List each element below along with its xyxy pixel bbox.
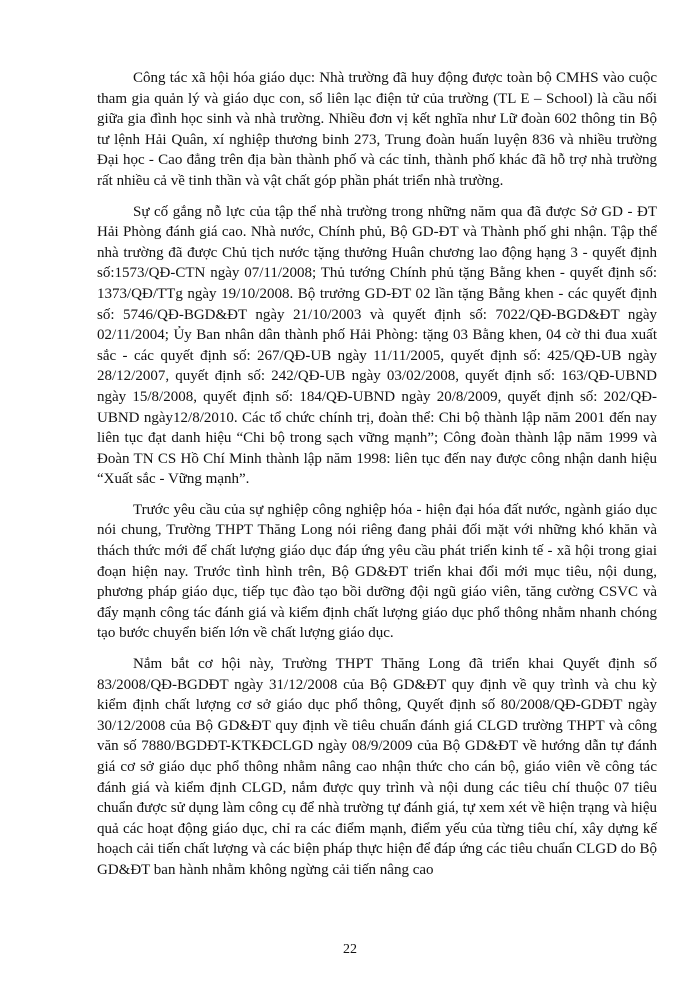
- paragraph-self-assessment: Nắm bắt cơ hội này, Trường THPT Thăng Long đã triển khai Quyết định số 83/2008/QĐ-BGDĐT ngày 31/12/2008 của Bộ GD&ĐT quy định về quy trình và chu kỳ kiểm định chất lượng cơ sở giáo dục phổ thông, Quyết định số 80/2008/QĐ-GDĐT ngày 30/12/2008 của Bộ GD&ĐT quy định về tiêu chuẩn đánh giá CLGD trường THPT và công văn số 7880/BGDĐT-KTKĐCLGD ngày 08/9/2009 của Bộ GD&ĐT về hướng dẫn tự đánh giá cơ sở giáo dục phổ thông nhằm nâng cao nhận thức cho cán bộ, giáo viên về công tác đánh giá và kiểm định CLGD, nắm được quy trình và nội dung các tiêu chí thuộc 07 tiêu chuẩn được sử dụng làm công cụ để nhà trường tự đánh giá, tự xem xét về hiện trạng và hiệu quả các hoạt động giáo dục, chỉ ra các điểm mạnh, điểm yếu của từng tiêu chí, xây dựng kế hoạch cải tiến chất lượng và các biện pháp thực hiện để đáp ứng các tiêu chuẩn CLGD do Bộ GD&ĐT ban hành nhằm không ngừng cải tiến nâng cao: [97, 656, 657, 878]
- paragraph-challenges: Trước yêu cầu của sự nghiệp công nghiệp hóa - hiện đại hóa đất nước, ngành giáo dục nói chung, Trường THPT Thăng Long nói riêng đang phải đối mặt với những khó khăn và thách thức mới để chất lượng giáo dục đáp ứng yêu cầu phát triển kinh tế - xã hội trong giai đoạn hiện nay. Trước tình hình trên, Bộ GD&ĐT triển khai đổi mới mục tiêu, nội dung, phương pháp giáo dục, tiếp tục đào tạo bồi dưỡng đội ngũ giáo viên, tăng cường CSVC và đẩy mạnh công tác đánh giá và kiểm định chất lượng giáo dục phổ thông nhằm nhanh chóng tạo bước chuyển biến lớn về chất lượng giáo dục.: [97, 501, 657, 642]
- paragraph-achievements: Sự cố gắng nỗ lực của tập thể nhà trường trong những năm qua đã được Sở GD - ĐT Hải Phòng đánh giá cao. Nhà nước, Chính phủ, Bộ GD-ĐT và Thành phố ghi nhận. Tập thể nhà trường đã được Chủ tịch nước tặng thưởng Huân chương lao động hạng 3 - quyết định số:1573/QĐ-CTN ngày 07/11/2008; Thủ tướng Chính phủ tặng Bằng khen - quyết định số: 1373/QĐ/TTg ngày 19/10/2008. Bộ trưởng GD-ĐT 02 lần tặng Bằng khen - các quyết định số: 5746/QĐ-BGD&ĐT ngày 21/10/2003 và quyết định số: 7022/QĐ-BGD&ĐT ngày 02/11/2004; Ủy Ban nhân dân thành phố Hải Phòng: tặng 03 Bằng khen, 04 cờ thi đua xuất sắc - các quyết định số: 267/QĐ-UB ngày 11/11/2005, quyết định số: 425/QĐ-UB ngày 28/12/2007, quyết định số: 242/QĐ-UB ngày 03/02/2008, quyết định số: 163/QĐ-UBND ngày 15/8/2008, quyết định số: 184/QĐ-UBND ngày 20/8/2009, quyết định số: 202/QĐ-UBND ngày12/8/2010. Các tổ chức chính trị, đoàn thể: Chi bộ thành lập năm 2001 đến nay liên tục đạt danh hiệu “Chi bộ trong sạch vững mạnh”; Công đoàn thành lập năm 1999 và Đoàn TN CS Hồ Chí Minh thành lập năm 1998: liên tục đến nay được công nhận danh hiệu “Xuất sắc - Vững mạnh”.: [97, 203, 657, 488]
- paragraph-socialization: Công tác xã hội hóa giáo dục: Nhà trường đã huy động được toàn bộ CMHS vào cuộc tham gia quản lý và giáo dục con, sổ liên lạc điện tử của trường (TL E – School) là cầu nối giữa gia đình học sinh và nhà trường. Nhiều đơn vị kết nghĩa như Lữ đoàn 602 thông tin Bộ tư lệnh Hải Quân, xí nghiệp thương binh 273, Trung đoàn huấn luyện 836 và nhiều trường Đại học - Cao đẳng trên địa bàn thành phố và các tỉnh, thành phố khác đã hỗ trợ nhà trường rất nhiều cả về tinh thần và vật chất góp phần phát triển nhà trường.: [97, 70, 657, 189]
- page-number: 22: [343, 942, 357, 957]
- body-text: [97, 68, 657, 891]
